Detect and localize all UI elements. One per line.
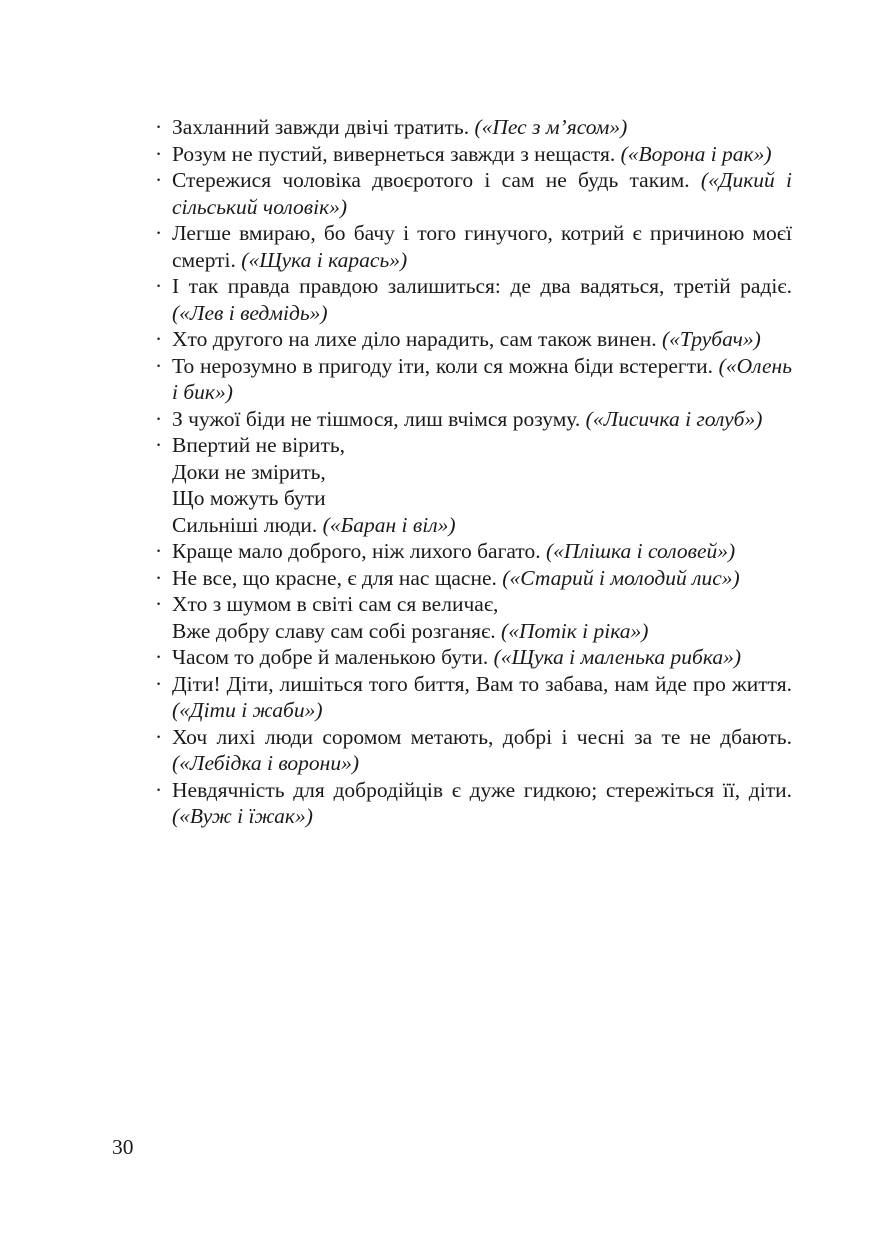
bullet: · xyxy=(155,645,163,669)
list-item xyxy=(155,644,792,671)
bullet: · xyxy=(155,327,163,351)
list-item-verse xyxy=(155,591,792,644)
moral-text: Хто другого на лихе діло нарадить, сам також винен. xyxy=(172,327,657,351)
verse-line: Впертий не вірить, xyxy=(172,433,346,457)
bullet: · xyxy=(155,671,163,696)
verse-line-last xyxy=(172,618,792,645)
moral-text: Хоч лихі люди соромом метають, добрі і чесні за те не дбають. xyxy=(172,724,792,749)
fable-source: («Трубач») xyxy=(661,327,761,351)
bullet: · xyxy=(155,724,163,749)
list-item xyxy=(155,353,792,406)
moral-text: Розум не пустий, вивернеться завжди з нещастя. xyxy=(172,141,616,166)
bullet: · xyxy=(155,777,163,802)
moral-text: Захланний завжди двічі тратить. xyxy=(172,115,470,139)
fable-source: («Плішка і соловей») xyxy=(546,539,736,563)
fable-source: («Лебідка і ворони») xyxy=(172,751,360,775)
list-item xyxy=(155,273,792,326)
verse-line-text: Вже добру славу сам собі розганяє. xyxy=(172,618,496,643)
list-item xyxy=(155,167,792,220)
fable-source: («Лев і ведмідь») xyxy=(172,300,328,325)
moral-text: Краще мало доброго, ніж лихого багато. xyxy=(172,539,541,563)
fable-source: («Дикий і сільський чоловік») xyxy=(172,168,793,219)
list-item xyxy=(155,141,792,168)
verse-line: Доки не змірить, xyxy=(172,459,326,484)
bullet: · xyxy=(155,406,163,431)
moral-text: І так правда правдою залишиться: де два вадяться, третій радіє. xyxy=(172,274,792,298)
verse-line-text: Сильніші люди. xyxy=(172,512,318,537)
fable-source: («Олень і бик») xyxy=(172,353,793,404)
fable-source: («Старий і молодий лис») xyxy=(502,565,740,590)
bullet: · xyxy=(155,141,163,166)
bullet: · xyxy=(155,274,163,298)
moral-text: Легше вмираю, бо бачу і того гинучого, котрий є причиною моєї смерті. xyxy=(172,221,792,272)
fable-source: («Вуж і їжак») xyxy=(172,804,313,828)
fable-source: («Ворона і рак») xyxy=(620,141,772,166)
bullet: · xyxy=(155,353,163,378)
list-item-verse xyxy=(155,432,792,538)
fable-source: («Щука і маленька рибка») xyxy=(493,645,742,669)
list-item xyxy=(155,114,792,141)
moral-text: З чужої біди не тішмося, лиш вчімся розуму. xyxy=(172,406,581,431)
verse-line: Хто з шумом в світі сам ся величає, xyxy=(172,592,499,616)
list-item xyxy=(155,220,792,273)
bullet: · xyxy=(155,168,163,192)
bullet: · xyxy=(155,115,163,139)
verse-line: Що можуть бути xyxy=(172,486,326,510)
bullet: · xyxy=(155,592,163,616)
moral-text: Не все, що красне, є для нас щасне. xyxy=(172,565,497,590)
fable-source: («Потік і ріка») xyxy=(501,618,649,643)
list-item xyxy=(155,671,792,724)
list-item xyxy=(155,538,792,565)
bullet: · xyxy=(155,221,163,245)
moral-text: Невдячність для добродійців є дуже гидкою; стережіться її, діти. xyxy=(172,777,792,802)
fable-source: («Щука і карась») xyxy=(241,247,408,272)
bullet: · xyxy=(155,539,163,563)
moral-text: Часом то добре й маленькою бути. xyxy=(172,645,489,669)
list-item xyxy=(155,565,792,592)
moral-text: Діти! Діти, лишіться того биття, Вам то забава, нам йде про життя. xyxy=(172,671,792,696)
bullet: · xyxy=(155,433,163,457)
verse-line-last xyxy=(172,512,792,539)
list-item xyxy=(155,326,792,353)
moral-list xyxy=(155,114,792,830)
list-item xyxy=(155,406,792,433)
fable-source: («Діти і жаби») xyxy=(172,698,323,722)
page-number: 30 xyxy=(112,1135,134,1159)
list-item xyxy=(155,777,792,830)
fable-source: («Лисичка і голуб») xyxy=(585,406,763,431)
fable-source: («Пес з м’ясом») xyxy=(474,115,628,139)
fable-source: («Баран і віл») xyxy=(322,512,456,537)
moral-text: Стережися чоловіка двоєротого і сам не будь таким. xyxy=(172,168,690,192)
moral-text: То нерозумно в пригоду іти, коли ся можна біди встерегти. xyxy=(172,353,713,378)
bullet: · xyxy=(155,565,163,590)
list-item xyxy=(155,724,792,777)
